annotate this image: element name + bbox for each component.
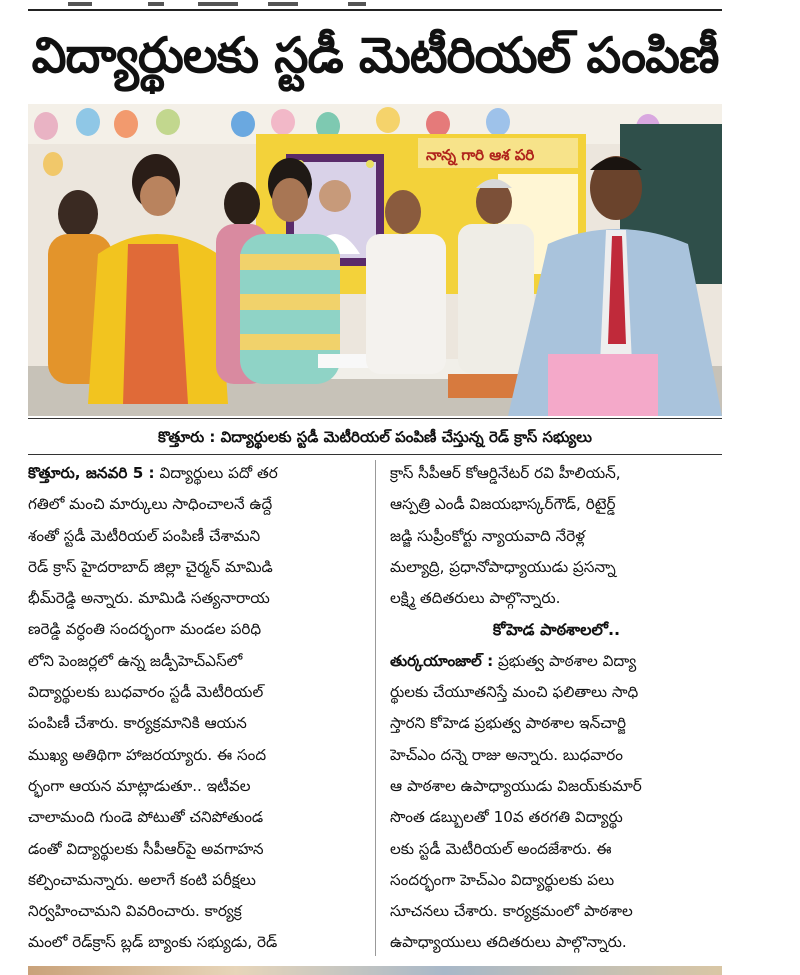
article-headline: విద్యార్థులకు స్టడీ మెటీరియల్ పంపిణీ — [31, 27, 719, 84]
caption-bottom-rule — [28, 454, 722, 455]
dateline-kothur: కొత్తూరు, జనవరి 5 : — [28, 464, 155, 482]
top-page-marks — [28, 0, 722, 8]
svg-text:నాన్న గారి ఆశ పరి: నాన్న గారి ఆశ పరి — [426, 146, 535, 164]
article-column-right — [390, 458, 723, 958]
sub-heading-kohed: కోహెడ పాఠశాలలో.. — [492, 620, 621, 640]
column-divider — [375, 460, 376, 956]
dateline-turkayamjal: తుర్కయాంజాల్ : — [390, 651, 494, 670]
article-column-left — [28, 458, 361, 958]
right-column-text — [390, 646, 723, 958]
caption-top-rule — [28, 418, 722, 419]
right-column-continued: క్రాస్ సీపీఆర్ కోఆర్డినేటర్ రవి హీలియన్, ఆస్పత్రి ఎండీ విజయభాస్కర్‌గౌడ్, రిటైర్డ్ జడ్జి సుప్రీంకోర్టు న్యాయవాది నేరెళ్ల మల్యాద్రి, ప్రధానోపాధ్యాయుడు ప్రసన్నా లక్ష్మి తదితరులు పాల్గొన్నారు. — [390, 464, 621, 608]
left-column-text — [28, 458, 361, 958]
top-rule — [28, 9, 722, 11]
news-photo — [28, 104, 722, 416]
photo-caption: కొత్తూరు : విద్యార్థులకు స్టడీ మెటీరియల్ పంపిణీ చేస్తున్న రెడ్ క్రాస్ సభ్యులు — [158, 428, 592, 446]
left-column-body: విద్యార్థులు పదో తర గతిలో మంచి మార్కులు సాధించాలనే ఉద్దే శంతో స్టడీ మెటీరియల్ పంపిణీ చేశామని రెడ్ క్రాస్ హైదరాబాద్ జిల్లా చైర్మన్ మామిడి భీమ్‌రెడ్డి అన్నారు. మామిడి సత్యనారాయ ణరెడ్డి వర్ధంతి సందర్భంగా మండల పరిధి లోని పెంజర్లలో ఉన్న జడ్పీహెచ్‌ఎస్‌లో విద్యార్థులకు బుధవారం స్టడీ మెటీరియల్ పంపిణీ చేశారు. కార్యక్రమానికి ఆయన ముఖ్య అతిథిగా హాజరయ్యారు. ఈ సంద ర్భంగా ఆయన మాట్లాడుతూ.. ఇటీవల చాలామంది గుండె పోటుతో చనిపోతుండ డంతో విద్యార్థులకు సీపీఆర్‌పై అవగాహన కల్పించామన్నారు. అలాగే కంటి పరీక్షలు నిర్వహించామని వివరించారు. కార్యక్ర మంలో రెడ్‌క్రాస్ బ్లడ్ బ్యాంకు సభ్యుడు, రెడ్ — [28, 464, 278, 952]
next-article-photo-edge — [28, 966, 722, 975]
right-column-body: ప్రభుత్వ పాఠశాల విద్యా ర్థులకు చేయూతనిస్తే మంచి ఫలితాలు సాధి స్తారని కోహెడ ప్రభుత్వ పాఠశాల ఇన్‌చార్జి హెచ్‌ఎం దన్నె రాజు అన్నారు. బుధవారం ఆ పాఠశాల ఉపాధ్యాయుడు విజయ్‌కుమార్ సొంత డబ్బులతో 10వ తరగతి విద్యార్థు లకు స్టడీ మెటీరియల్ అందజేశారు. ఈ సందర్భంగా హెచ్‌ఎం విద్యార్థులకు పలు సూచనలు చేశారు. కార్యక్రమంలో పాఠశాల ఉపాధ్యాయులు తదితరులు పాల్గొన్నారు. — [390, 651, 642, 952]
